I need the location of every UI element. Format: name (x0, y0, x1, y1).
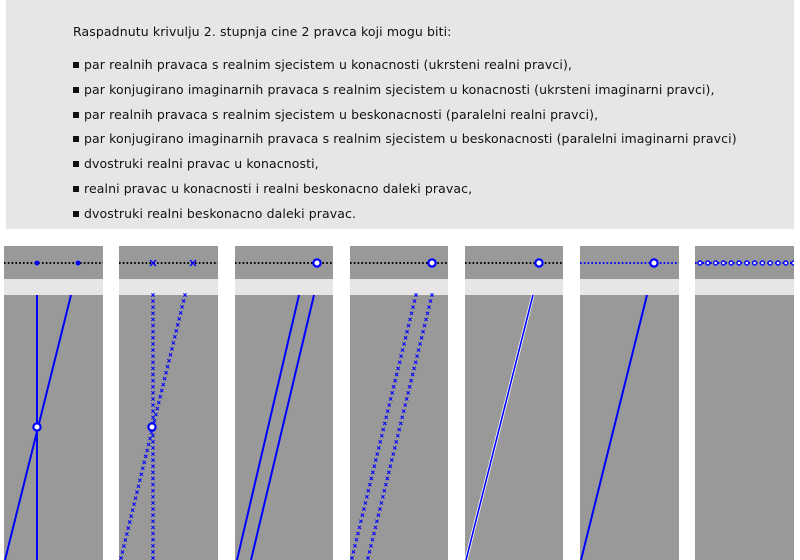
infinite-line-point (784, 261, 788, 265)
line-point-vertical (35, 261, 40, 266)
infinite-line-point (698, 261, 702, 265)
point-at-infinity (313, 259, 320, 266)
infinite-line-point (760, 261, 764, 265)
point-at-infinity (650, 259, 657, 266)
list-item-text: par realnih pravaca s realnim sjecistem u beskonacnosti (paralelni realni pravci), (84, 107, 599, 122)
point-at-infinity (428, 259, 435, 266)
infinite-line-point (706, 261, 710, 265)
intersection-point (33, 423, 40, 430)
panel-double-infinite-figure (695, 246, 794, 560)
panel-real-crossed-figure (4, 246, 103, 560)
infinite-line-point (721, 261, 725, 265)
list-item-text: par realnih pravaca s realnim sjecistem u konacnosti (ukrsteni realni pravci), (84, 57, 573, 72)
list-item (73, 181, 472, 196)
infinite-line-point (714, 261, 718, 265)
line-point-slanted (76, 261, 81, 266)
bullet-icon (73, 186, 79, 192)
list-item-text: par konjugirano imaginarnih pravaca s realnim sjecistem u konacnosti (ukrsteni imaginarni pravci), (84, 82, 715, 97)
list-item (73, 131, 737, 146)
intersection-point (148, 423, 155, 430)
bullet-icon (73, 112, 79, 118)
list-item-text: realni pravac u konacnosti i realni beskonacno daleki pravac, (84, 181, 473, 196)
list-item-text: dvostruki realni beskonacno daleki pravac. (84, 206, 357, 221)
panel-imaginary-crossed (119, 246, 218, 560)
panel-real-plus-infinite (580, 246, 679, 560)
bullet-icon (73, 62, 79, 68)
intro-text: Raspadnutu krivulju 2. stupnja cine 2 pravca koji mogu biti: (73, 24, 452, 39)
separator-strip (235, 279, 333, 295)
separator-strip (465, 279, 563, 295)
panel-double-real (465, 246, 563, 560)
panel-double-infinite (695, 246, 794, 560)
bullet-icon (73, 211, 79, 217)
list-item (73, 82, 715, 97)
bullet-icon (73, 161, 79, 167)
list-item (73, 156, 319, 171)
infinite-line-point (729, 261, 733, 265)
list-item (73, 206, 356, 221)
list-item (73, 107, 598, 122)
panel-real-parallel-figure (235, 246, 333, 560)
separator-strip (350, 279, 448, 295)
panel-imaginary-parallel-figure (350, 246, 448, 560)
panel-imaginary-crossed-figure (119, 246, 218, 560)
infinite-line-point (776, 261, 780, 265)
point-at-infinity (535, 259, 542, 266)
panel-real-plus-infinite-figure (580, 246, 679, 560)
separator-strip (695, 279, 794, 295)
bullet-icon (73, 136, 79, 142)
panel-imaginary-parallel (350, 246, 448, 560)
infinite-line-point (745, 261, 749, 265)
infinite-line-point (753, 261, 757, 265)
list-item-text: dvostruki realni pravac u konacnosti, (84, 156, 319, 171)
separator-strip (580, 279, 679, 295)
list-item (73, 57, 572, 72)
panel-real-crossed (4, 246, 103, 560)
bullet-icon (73, 87, 79, 93)
panel-double-real-figure (465, 246, 563, 560)
infinite-line-point (792, 261, 794, 265)
list-item-text: par konjugirano imaginarnih pravaca s realnim sjecistem u beskonacnosti (paralelni imaginarni pravci) (84, 131, 737, 146)
infinite-line-point (737, 261, 741, 265)
separator-strip (119, 279, 218, 295)
infinite-line-point (768, 261, 772, 265)
panel-real-parallel (235, 246, 333, 560)
separator-strip (4, 279, 103, 295)
